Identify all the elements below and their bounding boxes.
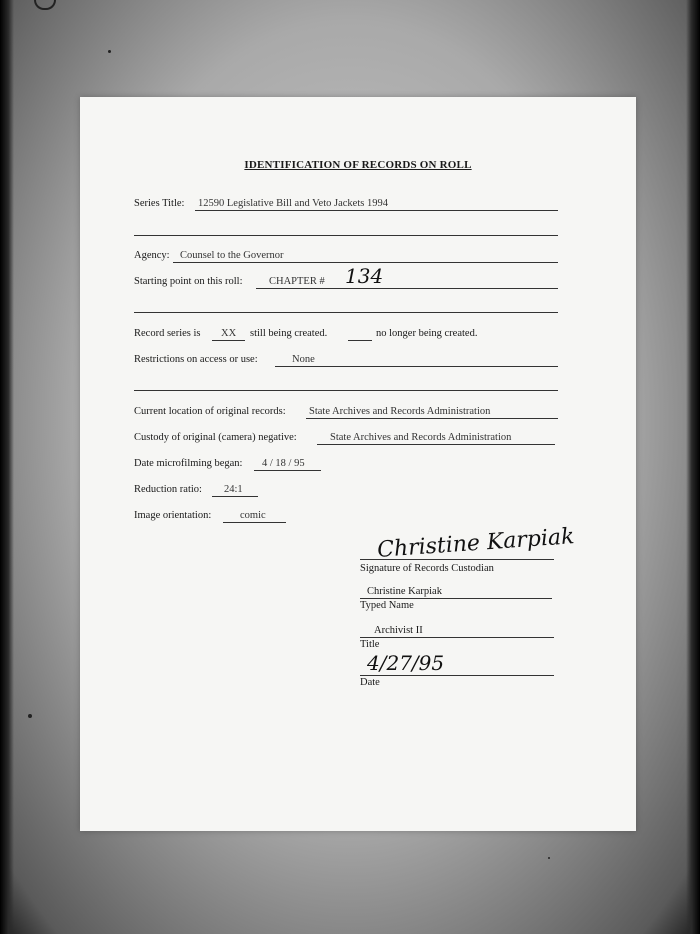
date-label: Date [360,677,380,688]
reduction-ratio-label: Reduction ratio: [134,484,202,495]
starting-point-label: Starting point on this roll: [134,276,243,287]
still-being-created-text: still being created. [250,328,328,339]
film-speck [548,857,550,859]
custody-value: State Archives and Records Administration [330,432,512,443]
restrictions-value: None [292,354,315,365]
starting-point-line [256,288,558,289]
starting-point-handwritten: 134 [345,264,384,288]
signature-line [360,559,554,560]
typed-name-line [360,598,552,599]
form-heading: IDENTIFICATION OF RECORDS ON ROLL [244,159,472,171]
agency-line [173,262,558,263]
title-value: Archivist II [374,625,423,636]
film-speck [28,714,32,718]
record-series-label: Record series is [134,328,201,339]
film-mark [34,0,56,10]
current-location-value: State Archives and Records Administration [309,406,491,417]
film-edge-right [686,0,700,934]
restrictions-line [275,366,558,367]
record-series-still-line [212,340,245,341]
record-series-no-longer-line [348,340,372,341]
typed-name-label: Typed Name [360,600,414,611]
handwritten-signature: Christine Karpiak [376,524,576,563]
series-title-label: Series Title: [134,198,185,209]
agency-label: Agency: [134,250,170,261]
restrictions-continuation-line [134,390,558,391]
signature-label: Signature of Records Custodian [360,563,494,574]
current-location-label: Current location of original records: [134,406,286,417]
title-line [360,637,554,638]
custody-line [317,444,555,445]
date-microfilming-value: 4 / 18 / 95 [262,458,305,469]
title-label: Title [360,639,380,650]
handwritten-date: 4/27/95 [367,651,445,675]
date-line [360,675,554,676]
series-title-continuation-line [134,235,558,236]
reduction-ratio-value: 24:1 [224,484,243,495]
image-orientation-line [223,522,286,523]
no-longer-being-created-text: no longer being created. [376,328,478,339]
agency-value: Counsel to the Governor [180,250,284,261]
current-location-line [306,418,558,419]
starting-point-value: CHAPTER # [269,276,325,287]
series-title-line [195,210,558,211]
series-title-value: 12590 Legislative Bill and Veto Jackets 1994 [198,198,388,209]
restrictions-label: Restrictions on access or use: [134,354,258,365]
record-series-mark: XX [221,328,237,339]
starting-point-continuation-line [134,312,558,313]
date-microfilming-line [254,470,321,471]
reduction-ratio-line [212,496,258,497]
film-speck [108,50,111,53]
custody-label: Custody of original (camera) negative: [134,432,297,443]
typed-name-value: Christine Karpiak [367,586,442,597]
records-form-paper [80,97,636,831]
image-orientation-value: comic [240,510,266,521]
date-microfilming-label: Date microfilming began: [134,458,243,469]
image-orientation-label: Image orientation: [134,510,212,521]
film-edge-left [0,0,14,934]
